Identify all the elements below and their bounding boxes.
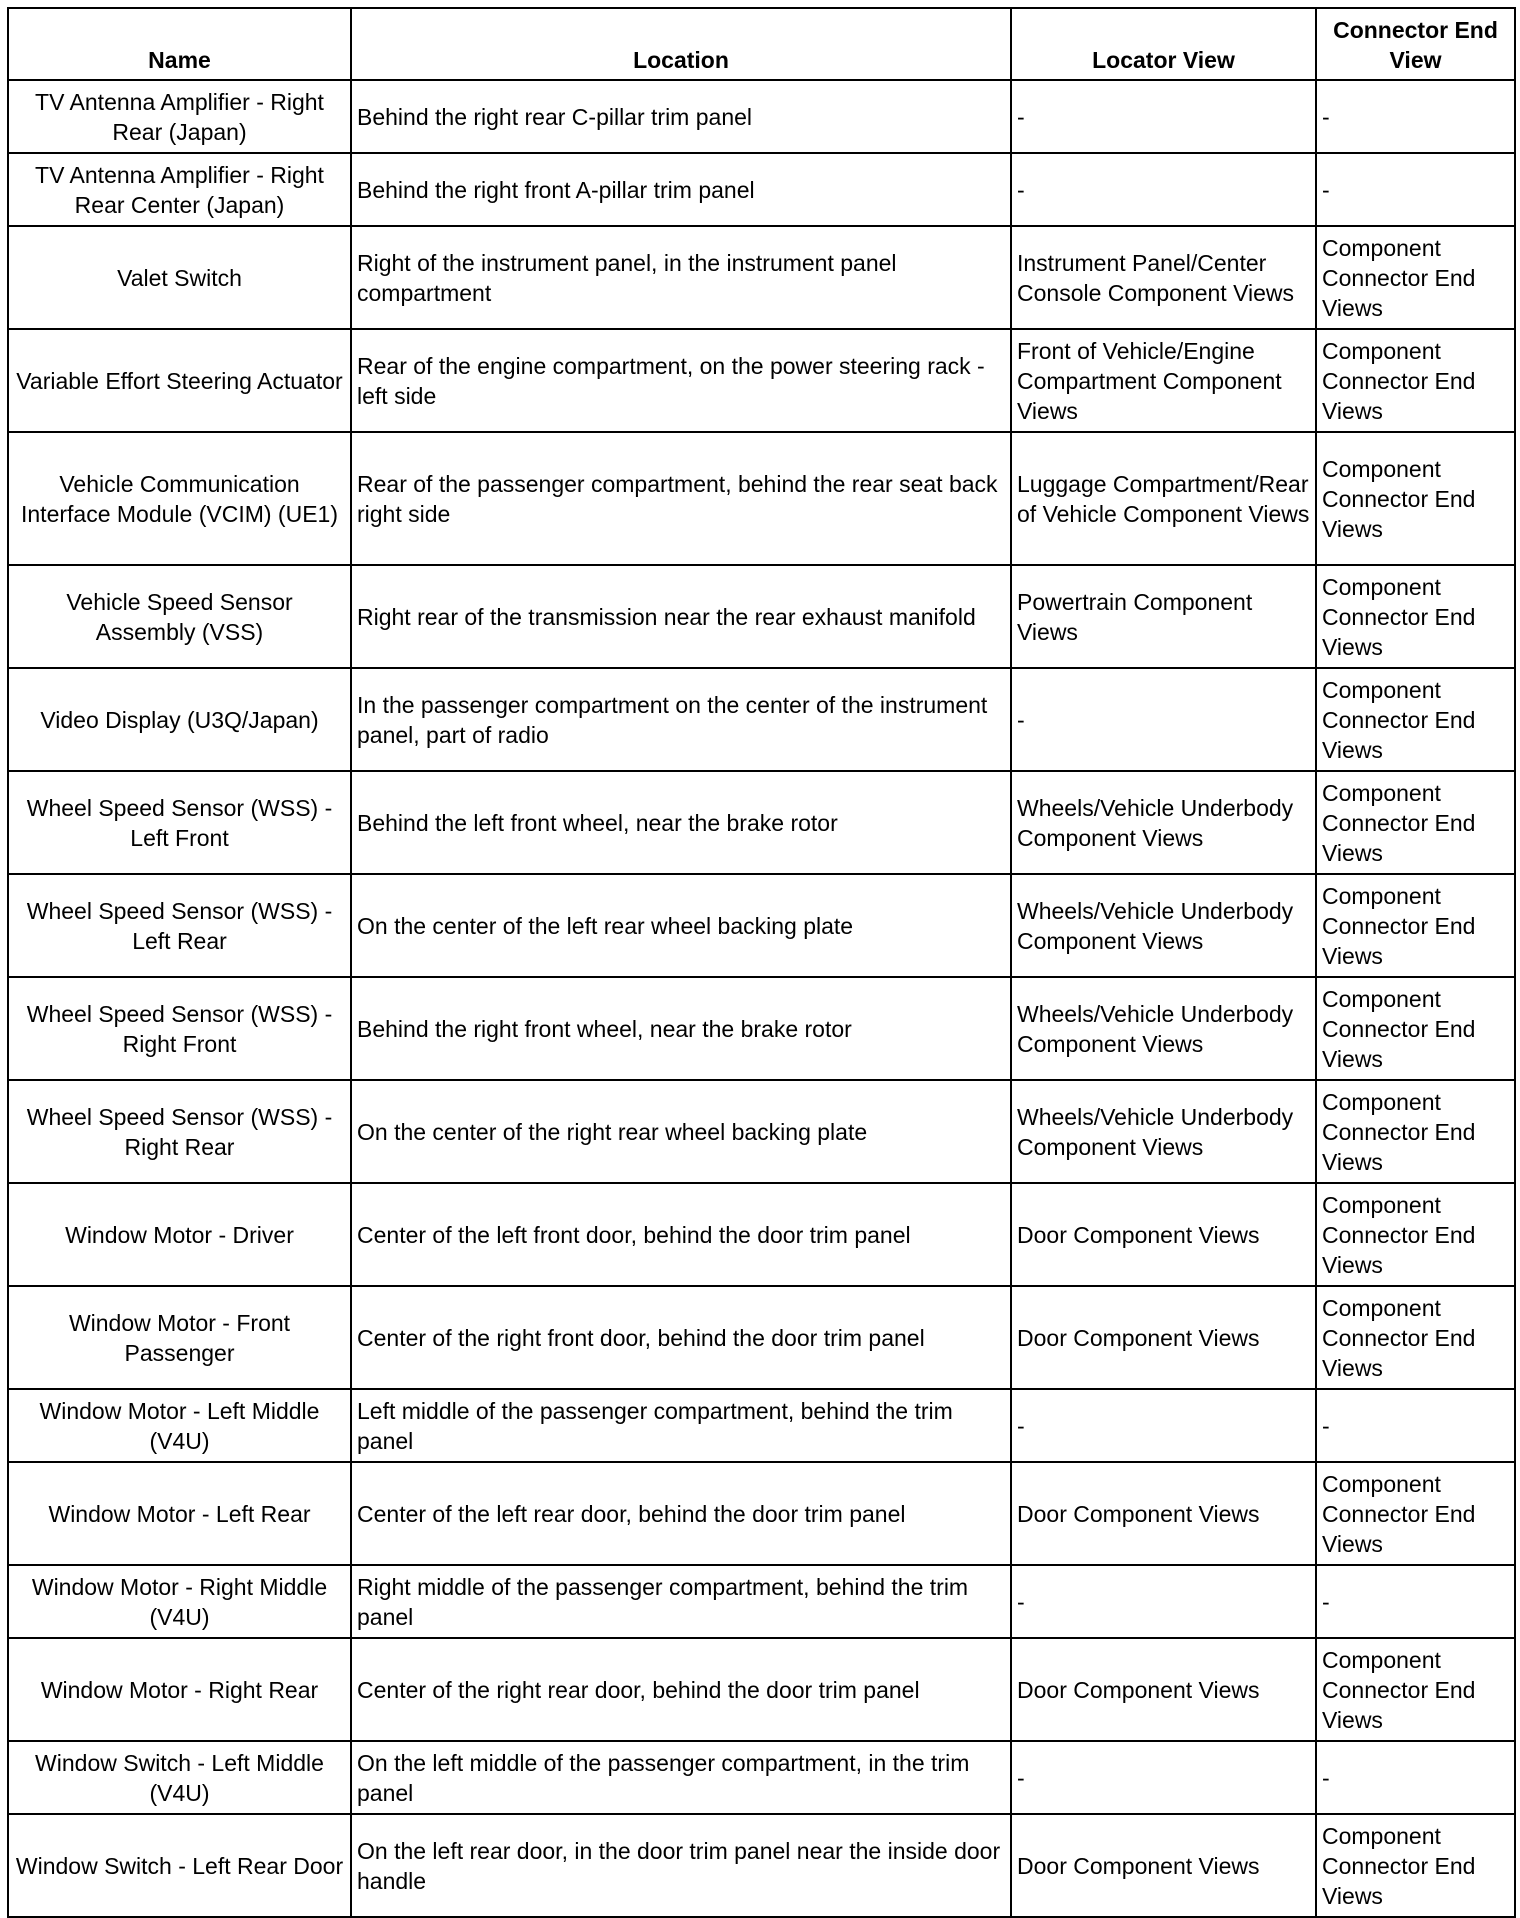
- cell-connector-end-view: Component Connector End Views: [1316, 1814, 1515, 1917]
- cell-connector-end-view: Component Connector End Views: [1316, 874, 1515, 977]
- cell-location: Center of the right rear door, behind the door trim panel: [351, 1638, 1011, 1741]
- table-row: [8, 80, 1515, 153]
- table-row: [8, 1183, 1515, 1286]
- cell-location: Center of the left rear door, behind the door trim panel: [351, 1462, 1011, 1565]
- cell-connector-end-view: Component Connector End Views: [1316, 1462, 1515, 1565]
- cell-name: Window Motor - Left Rear: [8, 1462, 351, 1565]
- table-row: [8, 329, 1515, 432]
- cell-connector-end-view: -: [1316, 80, 1515, 153]
- cell-connector-end-view: -: [1316, 1565, 1515, 1638]
- cell-name: Window Switch - Left Rear Door: [8, 1814, 351, 1917]
- cell-location: Behind the right front wheel, near the brake rotor: [351, 977, 1011, 1080]
- table-row: [8, 226, 1515, 329]
- table-row: [8, 1814, 1515, 1917]
- cell-locator-view: Powertrain Component Views: [1011, 565, 1316, 668]
- table-row: [8, 771, 1515, 874]
- cell-location: Center of the right front door, behind the door trim panel: [351, 1286, 1011, 1389]
- cell-location: On the center of the right rear wheel backing plate: [351, 1080, 1011, 1183]
- cell-location: Right rear of the transmission near the rear exhaust manifold: [351, 565, 1011, 668]
- cell-name: Window Motor - Front Passenger: [8, 1286, 351, 1389]
- cell-location: Behind the left front wheel, near the brake rotor: [351, 771, 1011, 874]
- cell-name: Wheel Speed Sensor (WSS) - Right Rear: [8, 1080, 351, 1183]
- header-row: [8, 8, 1515, 80]
- table-row: [8, 1080, 1515, 1183]
- cell-locator-view: -: [1011, 1565, 1316, 1638]
- cell-connector-end-view: -: [1316, 1389, 1515, 1462]
- cell-locator-view: Wheels/Vehicle Underbody Component Views: [1011, 1080, 1316, 1183]
- cell-connector-end-view: Component Connector End Views: [1316, 1638, 1515, 1741]
- cell-location: Right of the instrument panel, in the instrument panel compartment: [351, 226, 1011, 329]
- cell-location: Left middle of the passenger compartment, behind the trim panel: [351, 1389, 1011, 1462]
- cell-location: Right middle of the passenger compartment, behind the trim panel: [351, 1565, 1011, 1638]
- cell-name: Window Motor - Left Middle (V4U): [8, 1389, 351, 1462]
- cell-connector-end-view: Component Connector End Views: [1316, 771, 1515, 874]
- cell-location: On the left rear door, in the door trim panel near the inside door handle: [351, 1814, 1011, 1917]
- cell-locator-view: Wheels/Vehicle Underbody Component Views: [1011, 771, 1316, 874]
- cell-locator-view: Door Component Views: [1011, 1462, 1316, 1565]
- cell-locator-view: Door Component Views: [1011, 1183, 1316, 1286]
- component-location-table: [7, 7, 1516, 1918]
- cell-name: TV Antenna Amplifier - Right Rear (Japan): [8, 80, 351, 153]
- cell-locator-view: -: [1011, 668, 1316, 771]
- table-row: [8, 874, 1515, 977]
- cell-connector-end-view: -: [1316, 153, 1515, 226]
- header-connector-end-view: Connector End View: [1316, 8, 1515, 80]
- cell-locator-view: -: [1011, 1389, 1316, 1462]
- table-row: [8, 977, 1515, 1080]
- table-row: [8, 1638, 1515, 1741]
- cell-locator-view: Wheels/Vehicle Underbody Component Views: [1011, 977, 1316, 1080]
- cell-connector-end-view: Component Connector End Views: [1316, 565, 1515, 668]
- cell-connector-end-view: -: [1316, 1741, 1515, 1814]
- cell-locator-view: -: [1011, 80, 1316, 153]
- cell-location: On the left middle of the passenger compartment, in the trim panel: [351, 1741, 1011, 1814]
- cell-locator-view: -: [1011, 1741, 1316, 1814]
- cell-location: In the passenger compartment on the center of the instrument panel, part of radio: [351, 668, 1011, 771]
- table-row: [8, 153, 1515, 226]
- cell-connector-end-view: Component Connector End Views: [1316, 1183, 1515, 1286]
- cell-location: Behind the right rear C-pillar trim panel: [351, 80, 1011, 153]
- cell-name: Wheel Speed Sensor (WSS) - Left Front: [8, 771, 351, 874]
- cell-name: Vehicle Communication Interface Module (VCIM) (UE1): [8, 432, 351, 565]
- cell-name: Wheel Speed Sensor (WSS) - Right Front: [8, 977, 351, 1080]
- cell-location: Behind the right front A-pillar trim panel: [351, 153, 1011, 226]
- header-name: Name: [8, 8, 351, 80]
- cell-connector-end-view: Component Connector End Views: [1316, 1286, 1515, 1389]
- cell-locator-view: Door Component Views: [1011, 1286, 1316, 1389]
- cell-locator-view: Door Component Views: [1011, 1638, 1316, 1741]
- cell-name: Window Switch - Left Middle (V4U): [8, 1741, 351, 1814]
- cell-locator-view: -: [1011, 153, 1316, 226]
- header-locator-view: Locator View: [1011, 8, 1316, 80]
- cell-connector-end-view: Component Connector End Views: [1316, 432, 1515, 565]
- table-row: [8, 565, 1515, 668]
- cell-locator-view: Luggage Compartment/Rear of Vehicle Component Views: [1011, 432, 1316, 565]
- table-row: [8, 1389, 1515, 1462]
- cell-connector-end-view: Component Connector End Views: [1316, 1080, 1515, 1183]
- cell-connector-end-view: Component Connector End Views: [1316, 977, 1515, 1080]
- cell-connector-end-view: Component Connector End Views: [1316, 668, 1515, 771]
- cell-name: Vehicle Speed Sensor Assembly (VSS): [8, 565, 351, 668]
- cell-locator-view: Wheels/Vehicle Underbody Component Views: [1011, 874, 1316, 977]
- cell-location: Center of the left front door, behind the door trim panel: [351, 1183, 1011, 1286]
- cell-location: On the center of the left rear wheel backing plate: [351, 874, 1011, 977]
- cell-name: TV Antenna Amplifier - Right Rear Center (Japan): [8, 153, 351, 226]
- cell-location: Rear of the passenger compartment, behind the rear seat back right side: [351, 432, 1011, 565]
- table-row: [8, 668, 1515, 771]
- cell-name: Window Motor - Driver: [8, 1183, 351, 1286]
- table-row: [8, 1741, 1515, 1814]
- cell-location: Rear of the engine compartment, on the power steering rack - left side: [351, 329, 1011, 432]
- table-row: [8, 1286, 1515, 1389]
- table-row: [8, 1462, 1515, 1565]
- cell-connector-end-view: Component Connector End Views: [1316, 329, 1515, 432]
- cell-name: Valet Switch: [8, 226, 351, 329]
- table-row: [8, 432, 1515, 565]
- cell-name: Video Display (U3Q/Japan): [8, 668, 351, 771]
- cell-locator-view: Door Component Views: [1011, 1814, 1316, 1917]
- cell-name: Variable Effort Steering Actuator: [8, 329, 351, 432]
- cell-name: Window Motor - Right Middle (V4U): [8, 1565, 351, 1638]
- header-location: Location: [351, 8, 1011, 80]
- cell-locator-view: Front of Vehicle/Engine Compartment Component Views: [1011, 329, 1316, 432]
- cell-connector-end-view: Component Connector End Views: [1316, 226, 1515, 329]
- cell-name: Window Motor - Right Rear: [8, 1638, 351, 1741]
- cell-name: Wheel Speed Sensor (WSS) - Left Rear: [8, 874, 351, 977]
- cell-locator-view: Instrument Panel/Center Console Component Views: [1011, 226, 1316, 329]
- table-row: [8, 1565, 1515, 1638]
